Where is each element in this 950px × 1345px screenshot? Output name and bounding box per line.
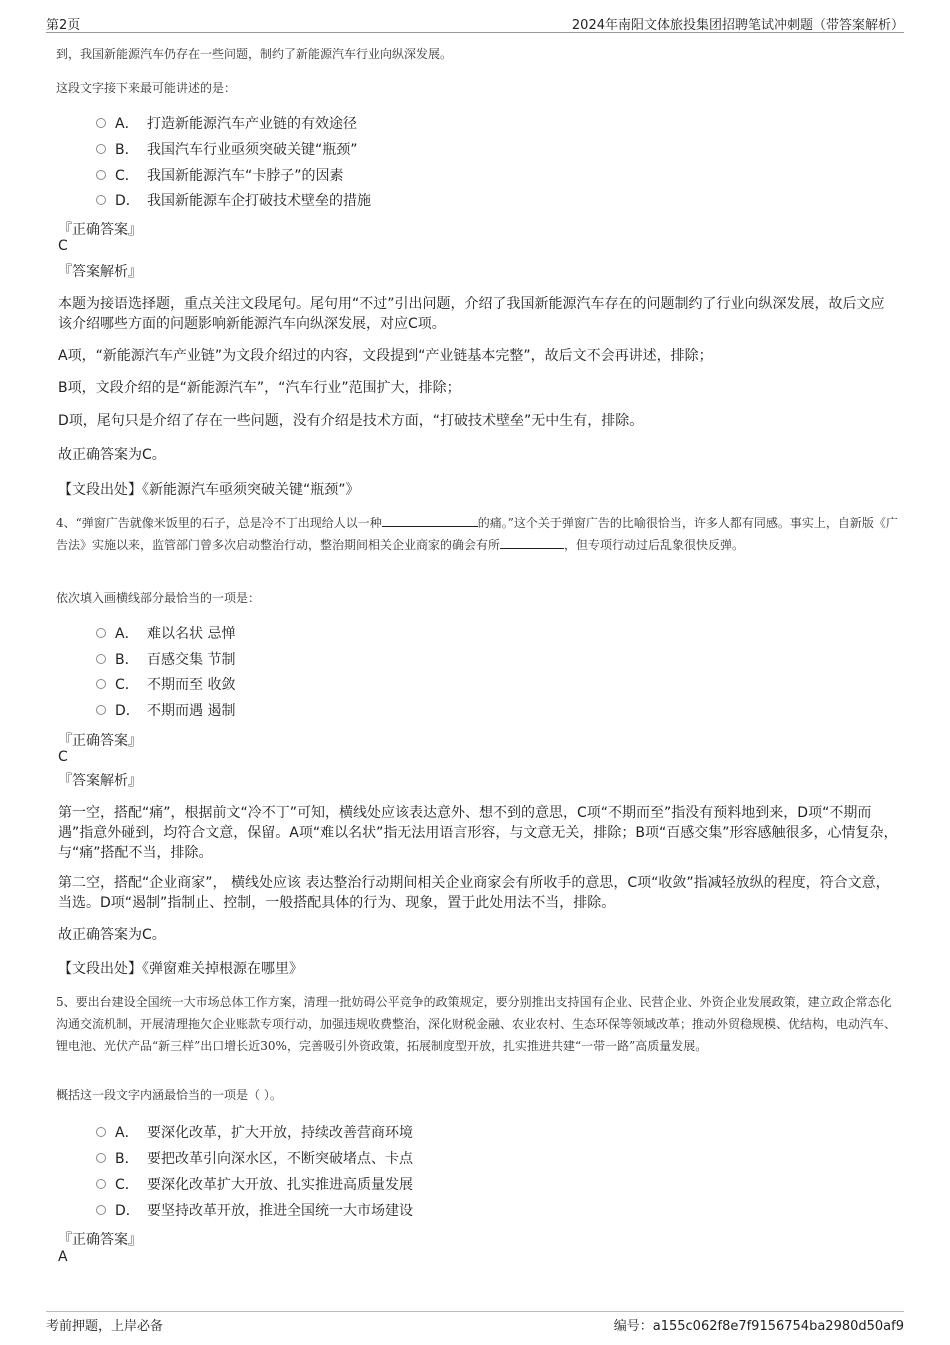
q5-stem: 5、要出台建设全国统一大市场总体工作方案，清理一批妨碍公平竞争的政策规定，要分别推出支持国有企业、民营企业、外资企业发展政策，建立政企常态化沟通交流机制，开展清理拖欠企业账款专项行动，加强违规收费整治，深化财税金融、农业农村、生态环保等领域改革；推动外贸稳规模、优结构，电动汽车、锂电池、光伏产品“新三样”出口增长近30%，完善吸引外资政策，拓展制度型开放，扎实推进共建“一带一路”高质量发展。 — [56, 995, 897, 1053]
q3-option-d[interactable]: D． 我国新能源车企打破技术壁垒的措施 — [96, 190, 371, 212]
q3-option-a[interactable]: A． 打造新能源汽车产业链的有效途径 — [96, 113, 357, 135]
q4-option-d[interactable]: D． 不期而遇 遏制 — [96, 700, 235, 722]
radio-icon[interactable] — [96, 654, 106, 664]
q3-question: 这段文字接下来最可能讲述的是： — [56, 81, 237, 95]
radio-icon[interactable] — [96, 144, 106, 154]
q3-stem: 到，我国新能源汽车仍存在一些问题，制约了新能源汽车行业向纵深发展。 — [56, 47, 453, 61]
radio-icon[interactable] — [96, 195, 106, 205]
q3-analysis-label: 『答案解析』 — [58, 264, 142, 280]
q4-option-c[interactable]: C． 不期而至 收敛 — [96, 674, 235, 696]
q5-option-c[interactable]: C． 要深化改革扩大开放、扎实推进高质量发展 — [96, 1174, 413, 1196]
fill-blank-2[interactable] — [500, 534, 564, 549]
q3-analysis-paragraph: B项，文段介绍的是“新能源汽车”，“汽车行业”范围扩大，排除； — [58, 380, 461, 396]
q3-analysis-paragraph: A项，“新能源汽车产业链”为文段介绍过的内容，文段提到“产业链基本完整”，故后文不会再讲述，排除； — [58, 348, 713, 364]
q4-question: 依次填入画横线部分最恰当的一项是： — [56, 591, 261, 605]
q4-analysis-paragraph: 第一空，搭配“痛”，根据前文“冷不丁”可知，横线处应该表达意外、想不到的意思，C项“不期而至”指没有预料地到来，D项“不期而遇”指意外碰到，均符合文意，保留。A项“难以名状”指无法用语言形容，与文意无关，排除；B项“百感交集”形容感触很多，心情复杂，与“痛”搭配不当，排除。 — [58, 805, 898, 861]
q4-analysis-paragraph: 第二空，搭配“企业商家”， 横线处应该 表达整治行动期间相关企业商家会有所收手的意思，C项“收敛”指减轻放纵的程度，符合文意，当选。D项“遏制”指制止、控制，一般搭配具体的行为、现象，置于此处用法不当，排除。 — [58, 875, 890, 911]
q3-analysis-paragraph: D项，尾句只是介绍了存在一些问题，没有介绍是技术方面，“打破技术壁垒”无中生有，排除。 — [58, 413, 644, 429]
q5-option-b[interactable]: B． 要把改革引向深水区，不断突破堵点、卡点 — [96, 1148, 413, 1170]
radio-icon[interactable] — [96, 1205, 106, 1215]
q3-option-b[interactable]: B． 我国汽车行业亟须突破关键“瓶颈” — [96, 139, 358, 161]
q3-analysis-paragraph: 本题为接语选择题，重点关注文段尾句。尾句用“不过”引出问题，介绍了我国新能源汽车存在的问题制约了行业向纵深发展，故后文应该介绍哪些方面的问题影响新能源汽车向纵深发展，对应C项。 — [58, 296, 885, 332]
q3-option-c[interactable]: C． 我国新能源汽车“卡脖子”的因素 — [96, 165, 344, 187]
q5-question: 概括这一段文字内涵最恰当的一项是（ ）。 — [56, 1088, 282, 1102]
q5-answer-label: 『正确答案』 — [58, 1232, 142, 1248]
q4-stem: 4、“弹窗广告就像米饭里的石子，总是冷不丁出现给人以一种 的痛。”这个关于弹窗广告的比喻很恰当，许多人都有同感。事实上，自新版《广告法》实施以来，监管部门曾多次启动整治行动，整治期间相关企业商家的确会有所 ，但专项行动过后乱象很快反弹。 — [56, 512, 902, 556]
q3-answer: C — [58, 238, 68, 254]
fill-blank-1[interactable] — [382, 512, 478, 527]
q5-option-a[interactable]: A． 要深化改革，扩大开放，持续改善营商环境 — [96, 1122, 413, 1144]
page-number: 第2页 — [46, 18, 81, 33]
q5-option-d[interactable]: D． 要坚持改革开放，推进全国统一大市场建设 — [96, 1200, 413, 1222]
radio-icon[interactable] — [96, 1153, 106, 1163]
q4-source: 【文段出处】《弹窗难关掉根源在哪里》 — [58, 961, 303, 977]
q3-source: 【文段出处】《新能源汽车亟须突破关键“瓶颈”》 — [58, 482, 360, 498]
q3-answer-label: 『正确答案』 — [58, 222, 142, 238]
document-title: 2024年南阳文体旅投集团招聘笔试冲刺题（带答案解析） — [571, 18, 904, 33]
radio-icon[interactable] — [96, 679, 106, 689]
q4-answer-label: 『正确答案』 — [58, 733, 142, 749]
q4-conclusion: 故正确答案为C。 — [58, 927, 166, 943]
radio-icon[interactable] — [96, 705, 106, 715]
footer-slogan: 考前押题，上岸必备 — [46, 1319, 164, 1334]
radio-icon[interactable] — [96, 1127, 106, 1137]
q4-answer: C — [58, 749, 68, 765]
radio-icon[interactable] — [96, 118, 106, 128]
document-code: 编号：a155c062f8e7f9156754ba2980d50af9 — [613, 1319, 904, 1334]
q3-conclusion: 故正确答案为C。 — [58, 447, 166, 463]
radio-icon[interactable] — [96, 1179, 106, 1189]
q4-analysis-label: 『答案解析』 — [58, 773, 142, 789]
radio-icon[interactable] — [96, 628, 106, 638]
q5-answer: A — [58, 1249, 68, 1265]
q4-option-a[interactable]: A． 难以名状 忌惮 — [96, 623, 235, 645]
page-footer — [46, 1311, 904, 1334]
radio-icon[interactable] — [96, 170, 106, 180]
q4-option-b[interactable]: B． 百感交集 节制 — [96, 649, 235, 671]
page-header — [46, 12, 904, 33]
